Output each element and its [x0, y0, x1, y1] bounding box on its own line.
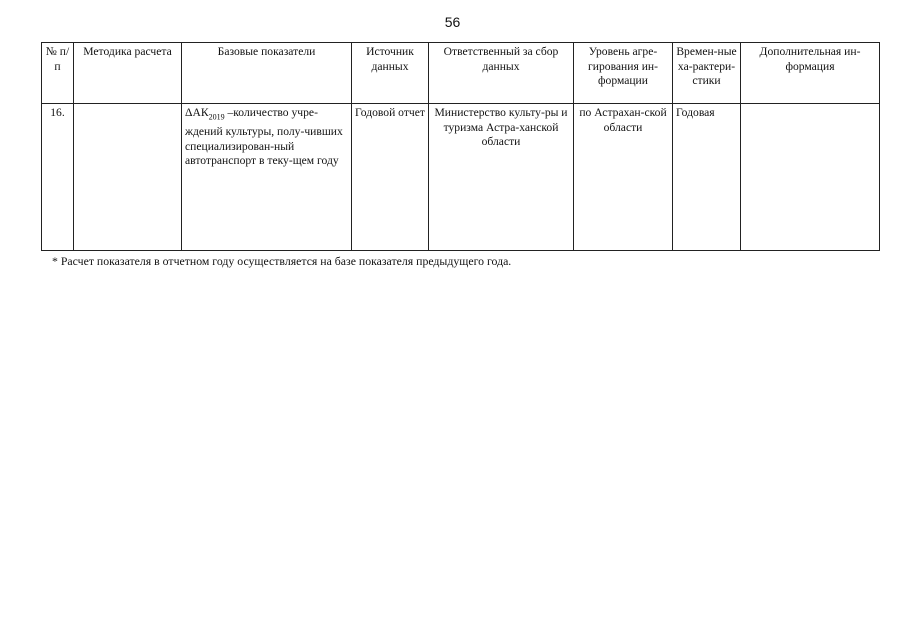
header-method: Методика расчета	[74, 43, 182, 104]
header-base-indicators: Базовые показатели	[182, 43, 352, 104]
footnote: * Расчет показателя в отчетном году осуществляется на базе показателя предыдущего года.	[52, 254, 512, 268]
cell-number: 16.	[42, 104, 74, 251]
table-header-row	[42, 43, 880, 104]
base-indicator-symbol: ΔАК	[185, 106, 209, 119]
header-data-source: Источник данных	[352, 43, 429, 104]
table-row	[42, 104, 880, 251]
cell-additional-info	[741, 104, 880, 251]
header-time-characteristics: Времен-ные ха-рактери-стики	[673, 43, 741, 104]
cell-responsible: Министерство культу-ры и туризма Астра-ханской области	[429, 104, 574, 251]
page-number: 56	[444, 14, 461, 30]
cell-data-source: Годовой отчет	[352, 104, 429, 251]
base-indicator-year: 2019	[208, 112, 225, 122]
cell-method	[74, 104, 182, 251]
header-aggregation-level: Уровень агре-гирования ин-формации	[574, 43, 673, 104]
cell-base-indicator	[182, 104, 352, 251]
cell-aggregation-level: по Астрахан-ской области	[574, 104, 673, 251]
header-additional-info: Дополнительная ин-формация	[741, 43, 880, 104]
cell-time-characteristics: Годовая	[673, 104, 741, 251]
header-responsible: Ответственный за сбор данных	[429, 43, 574, 104]
header-number: № п/п	[42, 43, 74, 104]
indicator-table	[41, 42, 880, 251]
base-indicator-description: –количество учре-ждений культуры, полу-чивших специализирован-ный автотранспорт в теку-щем году	[185, 106, 343, 168]
